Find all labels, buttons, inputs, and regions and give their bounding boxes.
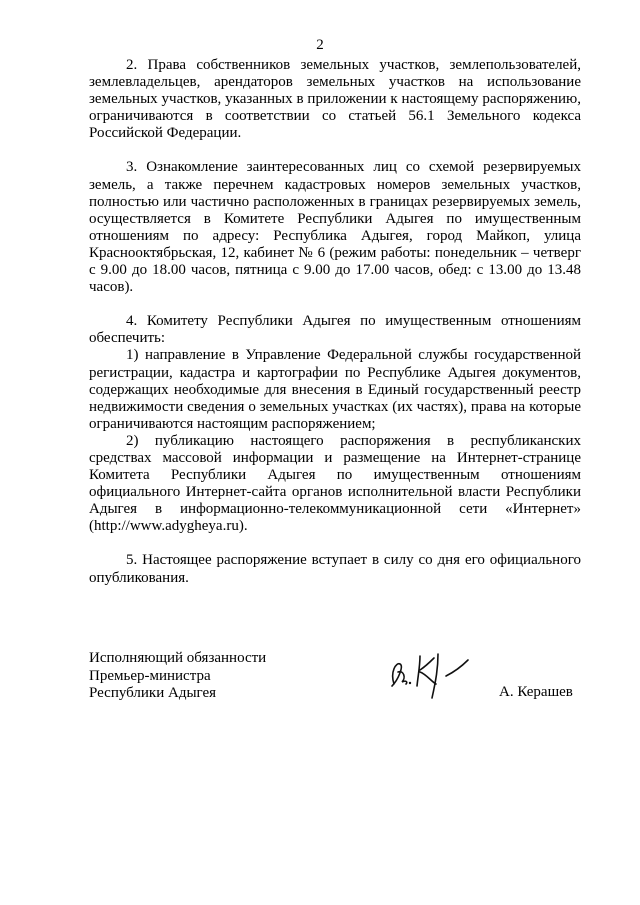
signer-name: А. Керашев	[499, 684, 573, 700]
page-number: 2	[316, 37, 324, 53]
paragraph-3: 3. Ознакомление заинтересованных лиц со схемой резервируемых земель, а также перечнем кадастровых номеров земельных участков, полностью или частично расположенных в границах резервируемых земель, осуществляется в Комитете Республики Адыгея по имущественным отношениям по адресу: Республика Адыгея, город Майкоп, улица Краснооктябрьская, 12, кабинет № 6 (режим работы: понедельник – четверг с 9.00 до 18.00 часов, пятница с 9.00 до 17.00 часов, обед: с 13.00 до 13.48 часов).	[89, 159, 581, 296]
signatory-title-line-2: Премьер-министра	[89, 667, 211, 684]
paragraph-2: 2. Права собственников земельных участков, землепользователей, землевладельцев, арендаторов земельных участков на использование земельных участков, указанных в приложении к настоящему распоряжению, ограничиваются в соответствии со статьей 56.1 Земельного кодекса Российской Федерации.	[89, 57, 581, 142]
handwritten-signature	[376, 642, 486, 702]
document-body	[89, 57, 581, 587]
paragraph-5: 5. Настоящее распоряжение вступает в силу со дня его официального опубликования.	[89, 552, 581, 586]
paragraph-4: 4. Комитету Республики Адыгея по имущественным отношениям обеспечить:	[89, 313, 581, 347]
paragraph-4-item-2: 2) публикацию настоящего распоряжения в республиканских средствах массовой информации и размещение на Интернет-странице Комитета Республики Адыгея по имущественным отношениям официального Интернет-сайта органов исполнительной власти Республики Адыгея в информационно-телекоммуникационной сети «Интернет» (http://www.adygheya.ru).	[89, 432, 581, 535]
signatory-title-line-3: Республики Адыгея	[89, 685, 217, 701]
signatory-title	[89, 650, 266, 703]
signatory-title-line-1: Исполняющий обязанности	[89, 650, 267, 666]
paragraph-4-item-1: 1) направление в Управление Федеральной службы государственной регистрации, кадастра и картографии по Республике Адыгея документов, содержащих необходимые для внесения в Единый государственный реестр недвижимости сведения о земельных участках (их частях), права на которые ограничиваются настоящим распоряжением;	[89, 347, 581, 432]
